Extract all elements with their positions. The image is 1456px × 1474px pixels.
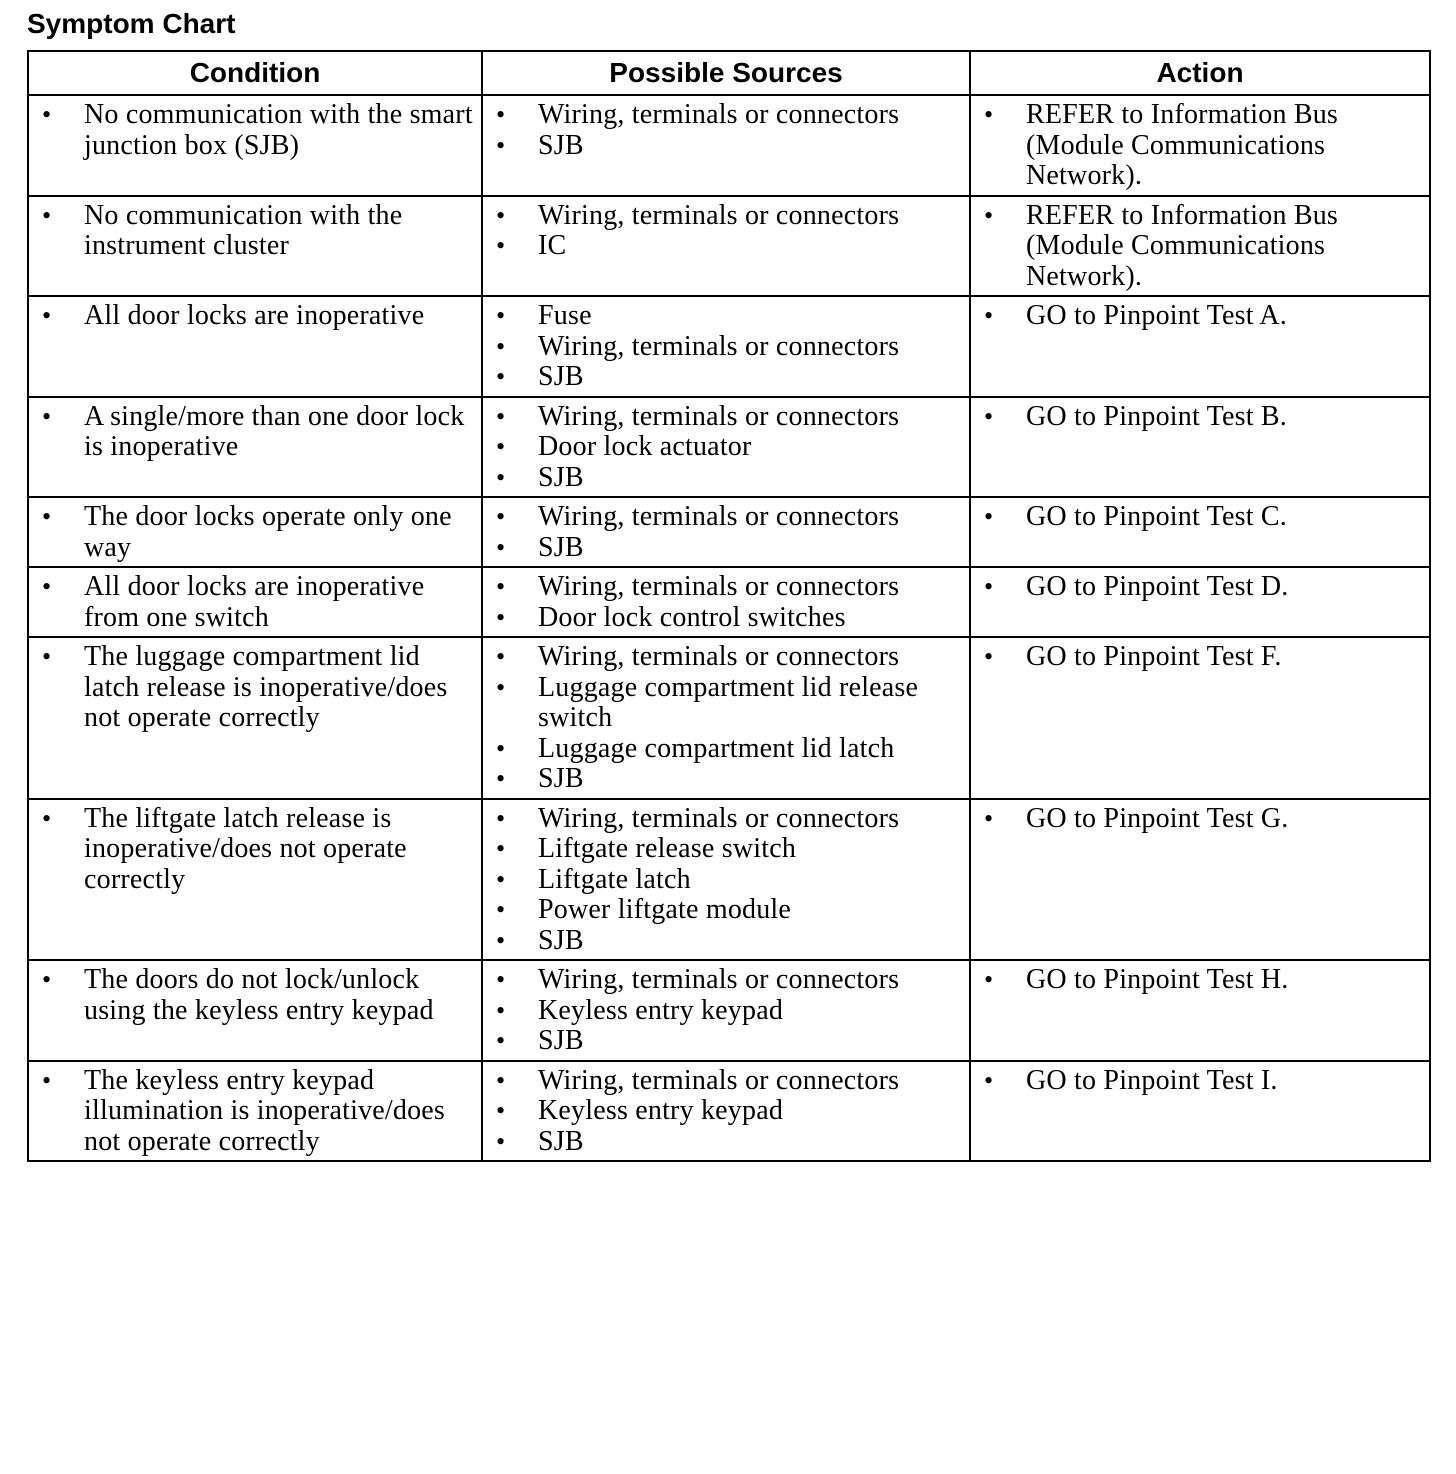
column-header-action: Action xyxy=(970,51,1430,95)
possible-sources-cell xyxy=(482,95,970,196)
possible-sources-cell xyxy=(482,397,970,498)
source-item: • Keyless entry keypad xyxy=(483,1096,969,1127)
condition-cell xyxy=(28,95,482,196)
condition-list xyxy=(29,804,481,896)
action-list xyxy=(971,1066,1429,1097)
table-row xyxy=(28,637,1430,799)
source-item: • SJB xyxy=(483,764,969,795)
condition-list xyxy=(29,642,481,734)
action-text: • GO to Pinpoint Test I. xyxy=(971,1066,1429,1097)
condition-cell xyxy=(28,1061,482,1162)
action-list xyxy=(971,965,1429,996)
source-item: • SJB xyxy=(483,533,969,564)
source-item: • Wiring, terminals or connectors xyxy=(483,201,969,232)
source-item: • SJB xyxy=(483,463,969,494)
action-text: • GO to Pinpoint Test F. xyxy=(971,642,1429,673)
source-item: • Keyless entry keypad xyxy=(483,996,969,1027)
source-list xyxy=(483,1066,969,1158)
source-item: • Wiring, terminals or connectors xyxy=(483,502,969,533)
table-row xyxy=(28,799,1430,961)
action-list xyxy=(971,804,1429,835)
source-item: • Door lock control switches xyxy=(483,603,969,634)
source-item: • Door lock actuator xyxy=(483,432,969,463)
possible-sources-cell xyxy=(482,799,970,961)
condition-list xyxy=(29,402,481,463)
page-title: Symptom Chart xyxy=(27,8,236,39)
table-row xyxy=(28,196,1430,297)
condition-list xyxy=(29,100,481,161)
table-row xyxy=(28,397,1430,498)
action-text: • GO to Pinpoint Test C. xyxy=(971,502,1429,533)
source-item: • Liftgate release switch xyxy=(483,834,969,865)
condition-cell xyxy=(28,567,482,637)
condition-cell xyxy=(28,196,482,297)
action-text: • REFER to Information Bus (Module Communications Network). xyxy=(971,100,1429,192)
action-list xyxy=(971,502,1429,533)
table-row xyxy=(28,1061,1430,1162)
action-cell xyxy=(970,397,1430,498)
condition-cell xyxy=(28,296,482,397)
symptom-chart-table xyxy=(27,50,1431,1162)
condition-text: • All door locks are inoperative xyxy=(29,301,481,332)
condition-list xyxy=(29,572,481,633)
source-item: • SJB xyxy=(483,131,969,162)
condition-list xyxy=(29,1066,481,1158)
action-cell xyxy=(970,497,1430,567)
table-body xyxy=(28,95,1430,1161)
source-item: • Luggage compartment lid latch xyxy=(483,734,969,765)
source-item: • Power liftgate module xyxy=(483,895,969,926)
source-item: • SJB xyxy=(483,926,969,957)
source-list xyxy=(483,301,969,393)
possible-sources-cell xyxy=(482,1061,970,1162)
source-list xyxy=(483,402,969,494)
source-item: • Wiring, terminals or connectors xyxy=(483,572,969,603)
possible-sources-cell xyxy=(482,196,970,297)
action-cell xyxy=(970,799,1430,961)
action-cell xyxy=(970,296,1430,397)
table-row xyxy=(28,95,1430,196)
condition-list xyxy=(29,301,481,332)
possible-sources-cell xyxy=(482,497,970,567)
action-cell xyxy=(970,567,1430,637)
source-item: • SJB xyxy=(483,362,969,393)
source-item: • Wiring, terminals or connectors xyxy=(483,402,969,433)
source-item: • IC xyxy=(483,231,969,262)
action-text: • GO to Pinpoint Test H. xyxy=(971,965,1429,996)
source-list xyxy=(483,572,969,633)
source-item: • Luggage compartment lid release switch xyxy=(483,673,969,734)
source-item: • Wiring, terminals or connectors xyxy=(483,642,969,673)
source-item: • Liftgate latch xyxy=(483,865,969,896)
action-list xyxy=(971,402,1429,433)
source-item: • Wiring, terminals or connectors xyxy=(483,100,969,131)
action-cell xyxy=(970,196,1430,297)
table-row xyxy=(28,567,1430,637)
condition-text: • The doors do not lock/unlock using the keyless entry keypad xyxy=(29,965,481,1026)
source-item: • Wiring, terminals or connectors xyxy=(483,804,969,835)
source-list xyxy=(483,502,969,563)
source-item: • Wiring, terminals or connectors xyxy=(483,332,969,363)
action-list xyxy=(971,100,1429,192)
action-list xyxy=(971,301,1429,332)
condition-text: • All door locks are inoperative from one switch xyxy=(29,572,481,633)
source-item: • Wiring, terminals or connectors xyxy=(483,965,969,996)
action-list xyxy=(971,572,1429,603)
action-text: • GO to Pinpoint Test B. xyxy=(971,402,1429,433)
condition-text: • A single/more than one door lock is inoperative xyxy=(29,402,481,463)
source-list xyxy=(483,100,969,161)
action-text: • GO to Pinpoint Test G. xyxy=(971,804,1429,835)
table-row xyxy=(28,960,1430,1061)
condition-list xyxy=(29,965,481,1026)
source-list xyxy=(483,965,969,1057)
source-item: • SJB xyxy=(483,1026,969,1057)
condition-text: • The door locks operate only one way xyxy=(29,502,481,563)
action-list xyxy=(971,642,1429,673)
condition-cell xyxy=(28,799,482,961)
source-list xyxy=(483,642,969,795)
condition-text: • The luggage compartment lid latch release is inoperative/does not operate correctly xyxy=(29,642,481,734)
condition-text: • The keyless entry keypad illumination is inoperative/does not operate correctly xyxy=(29,1066,481,1158)
possible-sources-cell xyxy=(482,637,970,799)
action-list xyxy=(971,201,1429,293)
action-cell xyxy=(970,1061,1430,1162)
column-header-possible-sources: Possible Sources xyxy=(482,51,970,95)
condition-list xyxy=(29,502,481,563)
condition-cell xyxy=(28,960,482,1061)
condition-text: • The liftgate latch release is inoperative/does not operate correctly xyxy=(29,804,481,896)
condition-text: • No communication with the smart junction box (SJB) xyxy=(29,100,481,161)
source-list xyxy=(483,804,969,957)
source-list xyxy=(483,201,969,262)
condition-cell xyxy=(28,397,482,498)
source-item: • Wiring, terminals or connectors xyxy=(483,1066,969,1097)
source-item: • SJB xyxy=(483,1127,969,1158)
condition-list xyxy=(29,201,481,262)
action-cell xyxy=(970,960,1430,1061)
possible-sources-cell xyxy=(482,567,970,637)
action-text: • GO to Pinpoint Test A. xyxy=(971,301,1429,332)
condition-text: • No communication with the instrument cluster xyxy=(29,201,481,262)
column-header-condition: Condition xyxy=(28,51,482,95)
condition-cell xyxy=(28,497,482,567)
possible-sources-cell xyxy=(482,960,970,1061)
condition-cell xyxy=(28,637,482,799)
action-text: • REFER to Information Bus (Module Communications Network). xyxy=(971,201,1429,293)
source-item: • Fuse xyxy=(483,301,969,332)
action-cell xyxy=(970,637,1430,799)
action-text: • GO to Pinpoint Test D. xyxy=(971,572,1429,603)
table-row xyxy=(28,497,1430,567)
possible-sources-cell xyxy=(482,296,970,397)
action-cell xyxy=(970,95,1430,196)
table-row xyxy=(28,296,1430,397)
table-header-row xyxy=(28,51,1430,95)
